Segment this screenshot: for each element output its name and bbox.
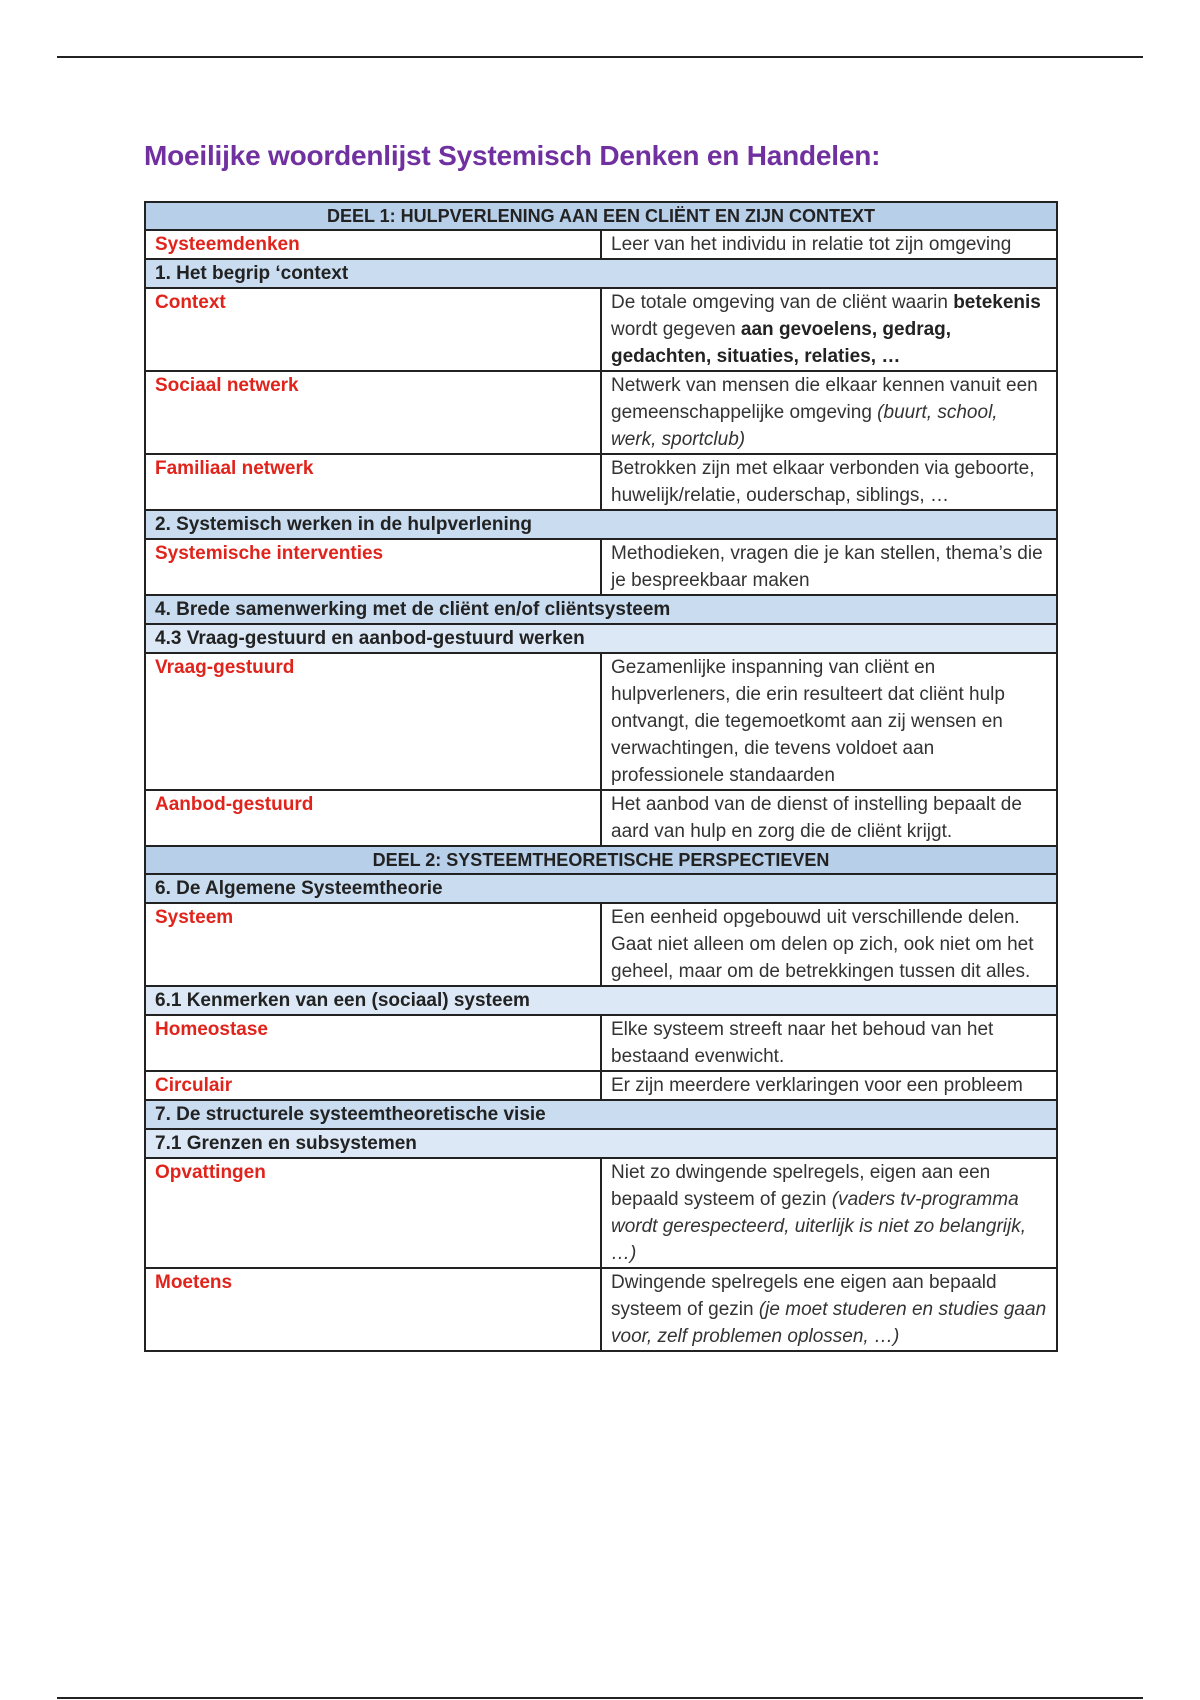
definition-homeostase: Elke systeem streeft naar het behoud van het bestaand evenwicht.	[601, 1015, 1057, 1071]
table-row	[145, 1158, 1057, 1268]
definition-familiaal-netwerk: Betrokken zijn met elkaar verbonden via geboorte, huwelijk/relatie, ouderschap, siblings, …	[601, 454, 1057, 510]
definition-aanbod-gestuurd: Het aanbod van de dienst of instelling bepaalt de aard van hulp en zorg die de cliënt krijgt.	[601, 790, 1057, 846]
table-row	[145, 903, 1057, 986]
definition-italic-text: (buurt, school, werk, sportclub)	[611, 402, 998, 450]
definition-systeemdenken: Leer van het individu in relatie tot zijn omgeving	[601, 230, 1057, 259]
table-row	[145, 371, 1057, 454]
part-2-heading: DEEL 2: SYSTEEMTHEORETISCHE PERSPECTIEVEN	[145, 846, 1057, 874]
definition-text: Dwingende spelregels ene eigen aan bepaald systeem of gezin	[611, 1272, 997, 1320]
subsection-header-row	[145, 1129, 1057, 1158]
definition-bold-text: aan gevoelens, gedrag, gedachten, situaties, relaties, …	[611, 319, 952, 367]
term-systemische-interventies: Systemische interventies	[145, 539, 601, 595]
term-vraag-gestuurd: Vraag-gestuurd	[145, 653, 601, 790]
definition-context	[601, 288, 1057, 371]
section-header-row	[145, 595, 1057, 624]
part-1-heading: DEEL 1: HULPVERLENING AAN EEN CLIËNT EN ZIJN CONTEXT	[145, 202, 1057, 230]
footer-rule	[57, 1697, 1143, 1699]
subsection-header-row	[145, 986, 1057, 1015]
part-header-row	[145, 846, 1057, 874]
section-header-row	[145, 510, 1057, 539]
section-7-1-heading: 7.1 Grenzen en subsystemen	[145, 1129, 1057, 1158]
glossary-table	[144, 201, 1058, 1352]
section-2-heading: 2. Systemisch werken in de hulpverlening	[145, 510, 1057, 539]
term-systeem: Systeem	[145, 903, 601, 986]
definition-sociaal-netwerk	[601, 371, 1057, 454]
term-homeostase: Homeostase	[145, 1015, 601, 1071]
term-familiaal-netwerk: Familiaal netwerk	[145, 454, 601, 510]
table-row	[145, 288, 1057, 371]
section-6-heading: 6. De Algemene Systeemtheorie	[145, 874, 1057, 903]
section-header-row	[145, 874, 1057, 903]
term-aanbod-gestuurd: Aanbod-gestuurd	[145, 790, 601, 846]
term-context: Context	[145, 288, 601, 371]
section-4-heading: 4. Brede samenwerking met de cliënt en/of cliëntsysteem	[145, 595, 1057, 624]
table-row	[145, 539, 1057, 595]
definition-systemische-interventies: Methodieken, vragen die je kan stellen, thema’s die je bespreekbaar maken	[601, 539, 1057, 595]
definition-systeem: Een eenheid opgebouwd uit verschillende delen. Gaat niet alleen om delen op zich, ook niet om het geheel, maar om de betrekkingen tussen dit alles.	[601, 903, 1057, 986]
definition-italic-text: (je moet studeren en studies gaan voor, zelf problemen oplossen, …)	[611, 1299, 1047, 1347]
section-header-row	[145, 1100, 1057, 1129]
term-opvattingen: Opvattingen	[145, 1158, 601, 1268]
table-row	[145, 1071, 1057, 1100]
header-rule	[57, 56, 1143, 58]
term-moetens: Moetens	[145, 1268, 601, 1351]
part-header-row	[145, 202, 1057, 230]
table-row	[145, 454, 1057, 510]
page-title: Moeilijke woordenlijst Systemisch Denken en Handelen:	[144, 140, 881, 171]
definition-bold-text: betekenis	[953, 292, 1041, 313]
table-row	[145, 790, 1057, 846]
definition-vraag-gestuurd: Gezamenlijke inspanning van cliënt en hulpverleners, die erin resulteert dat cliënt hulp ontvangt, die tegemoetkomt aan zij wensen en verwachtingen, die tevens voldoet aan professionele standaarden	[601, 653, 1057, 790]
table-row	[145, 653, 1057, 790]
definition-moetens	[601, 1268, 1057, 1351]
section-7-heading: 7. De structurele systeemtheoretische visie	[145, 1100, 1057, 1129]
definition-opvattingen	[601, 1158, 1057, 1268]
definition-text: Netwerk van mensen die elkaar kennen vanuit een gemeenschappelijke omgeving	[611, 375, 1038, 423]
section-4-3-heading: 4.3 Vraag-gestuurd en aanbod-gestuurd werken	[145, 624, 1057, 653]
definition-text: Niet zo dwingende spelregels, eigen aan een bepaald systeem of gezin	[611, 1162, 991, 1210]
table-row	[145, 1268, 1057, 1351]
subsection-header-row	[145, 624, 1057, 653]
term-systeemdenken: Systeemdenken	[145, 230, 601, 259]
term-sociaal-netwerk: Sociaal netwerk	[145, 371, 601, 454]
definition-italic-text: (vaders tv-programma wordt gerespecteerd, uiterlijk is niet zo belangrijk, …)	[611, 1189, 1027, 1264]
definition-text: De totale omgeving van de cliënt waarin	[611, 292, 954, 313]
section-6-1-heading: 6.1 Kenmerken van een (sociaal) systeem	[145, 986, 1057, 1015]
term-circulair: Circulair	[145, 1071, 601, 1100]
definition-circulair: Er zijn meerdere verklaringen voor een probleem	[601, 1071, 1057, 1100]
table-row	[145, 1015, 1057, 1071]
table-row	[145, 230, 1057, 259]
section-1-heading: 1. Het begrip ‘context	[145, 259, 1057, 288]
definition-text: wordt gegeven	[611, 319, 741, 340]
section-header-row	[145, 259, 1057, 288]
